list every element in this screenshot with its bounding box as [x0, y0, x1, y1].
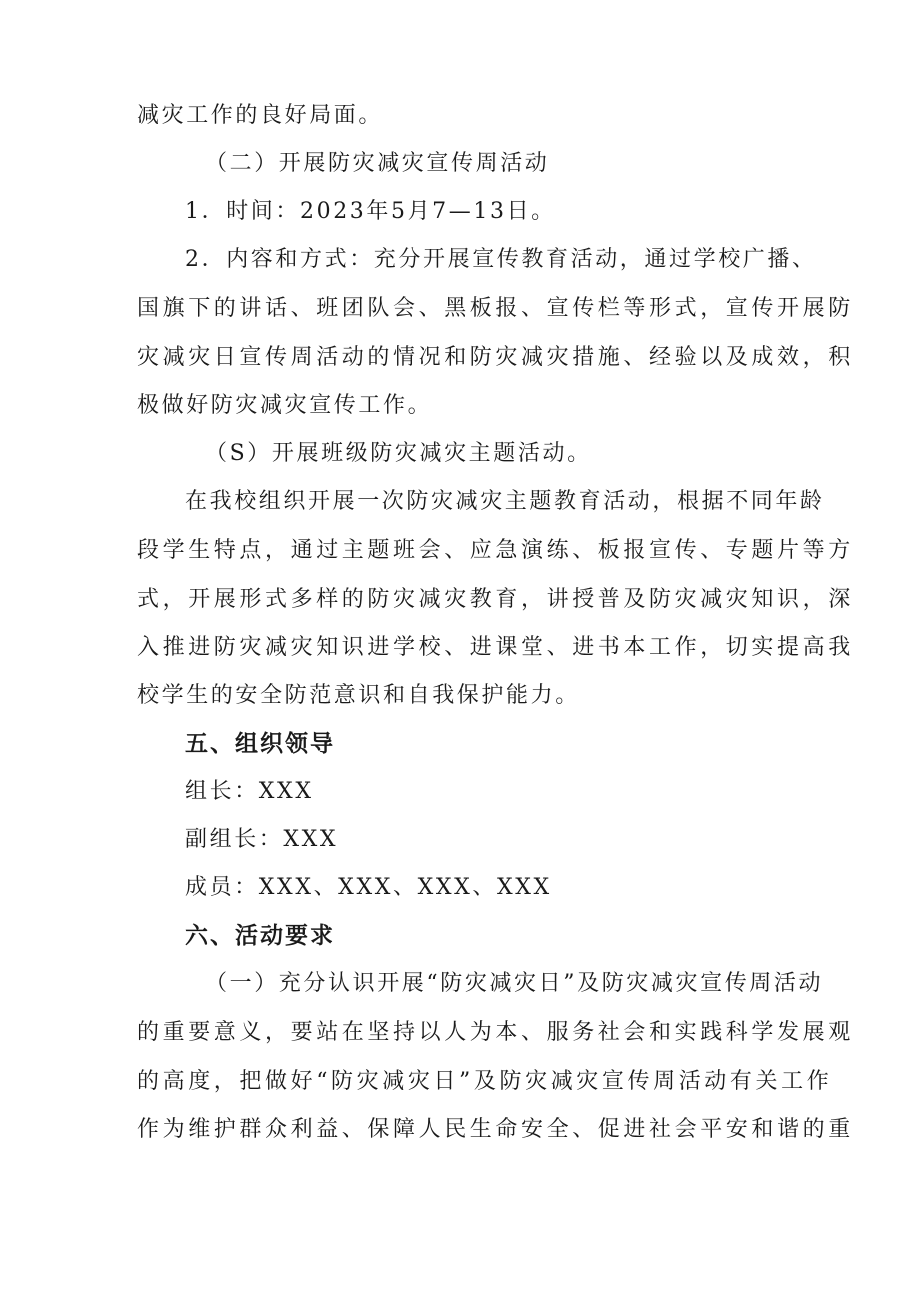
- section-heading: 六、活动要求: [185, 923, 335, 949]
- deputy-leader-line: 副组长：XXX: [185, 827, 339, 852]
- paragraph-line: 的高度，把做好“防灾减灾日”及防灾减灾宣传周活动有关工作: [137, 1069, 833, 1094]
- paragraph-line: 式，开展形式多样的防灾减灾教育，讲授普及防灾减灾知识，深: [137, 587, 854, 612]
- members-line: 成员：XXX、XXX、XXX、XXX: [185, 875, 552, 900]
- paragraph-line: 1．时间：2023年5月7—13日。: [185, 199, 556, 224]
- paragraph-line: 国旗下的讲话、班团队会、黑板报、宣传栏等形式，宣传开展防: [137, 296, 854, 321]
- subsection-title: （S）开展班级防灾减灾主题活动。: [205, 441, 592, 466]
- subsection-title: （二）开展防灾减灾宣传周活动: [205, 151, 550, 176]
- paragraph-line: 减灾工作的良好局面。: [137, 103, 384, 128]
- paragraph-line: 段学生特点，通过主题班会、应急演练、板报宣传、专题片等方: [137, 538, 854, 563]
- paragraph-line: 的重要意义，要站在坚持以人为本、服务社会和实践科学发展观: [137, 1020, 854, 1045]
- paragraph-line: 入推进防灾减灾知识进学校、进课堂、进书本工作，切实提高我: [137, 635, 854, 660]
- leader-line: 组长：XXX: [185, 779, 314, 804]
- paragraph-line: 2．内容和方式：充分开展宣传教育活动，通过学校广播、: [185, 247, 817, 272]
- paragraph-line: 极做好防灾减灾宣传工作。: [137, 393, 433, 418]
- paragraph-line: 校学生的安全防范意识和自我保护能力。: [137, 683, 580, 708]
- paragraph-line: 作为维护群众利益、保障人民生命安全、促进社会平安和谐的重: [137, 1117, 854, 1142]
- section-heading: 五、组织领导: [185, 731, 335, 757]
- paragraph-line: （一）充分认识开展“防灾减灾日”及防灾减灾宣传周活动: [205, 971, 824, 996]
- paragraph-line: 在我校组织开展一次防灾减灾主题教育活动，根据不同年龄: [185, 489, 825, 514]
- paragraph-line: 灾减灾日宣传周活动的情况和防灾减灾措施、经验以及成效，积: [137, 345, 854, 370]
